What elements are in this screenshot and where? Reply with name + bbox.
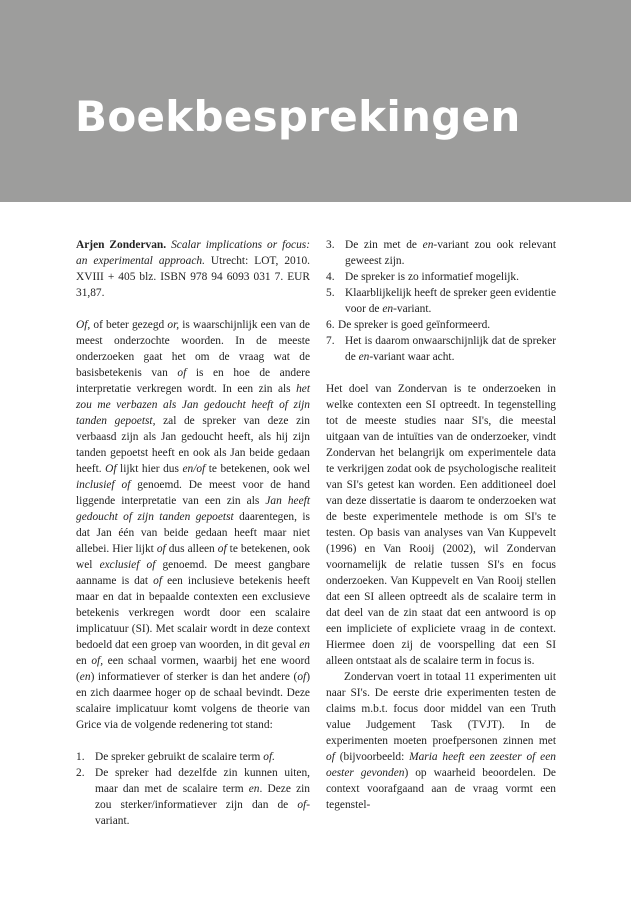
italic-text: Maria heeft een zeester of een oester gevonden bbox=[326, 751, 556, 779]
list-number: 4. bbox=[326, 271, 335, 283]
italic-text: en bbox=[79, 671, 91, 683]
list-number: 2. bbox=[76, 767, 85, 779]
text-run: De spreker gebruikt de scalaire term bbox=[95, 751, 264, 763]
text-run: een schaal vormen, waarbij het ene woord ( bbox=[76, 655, 311, 683]
italic-text: en bbox=[358, 351, 370, 363]
italic-text: of bbox=[156, 543, 166, 555]
italic-text: of bbox=[326, 751, 335, 763]
text-run: De zin met de bbox=[345, 239, 423, 251]
section-banner bbox=[0, 0, 631, 202]
italic-text: of. bbox=[263, 751, 275, 763]
italic-text: en bbox=[422, 239, 434, 251]
text-run: lijkt hier dus bbox=[116, 463, 183, 475]
list-item-text bbox=[345, 239, 556, 267]
citation-author: Arjen Zondervan. bbox=[76, 239, 167, 251]
text-run: Klaarblijkelijk heeft de spreker geen evidentie voor de bbox=[345, 287, 556, 315]
text-run: of beter gezegd bbox=[90, 319, 168, 331]
italic-text: of, bbox=[91, 655, 104, 667]
italic-text: Of bbox=[105, 463, 117, 475]
italic-text: of bbox=[177, 367, 187, 379]
italic-text: en bbox=[248, 783, 260, 795]
list-number: 6. bbox=[326, 319, 335, 331]
list-item bbox=[326, 269, 556, 285]
right-column bbox=[326, 237, 556, 813]
body-paragraph-goal bbox=[326, 381, 556, 669]
italic-text: or, bbox=[167, 319, 180, 331]
text-run: De spreker is goed geïnformeerd. bbox=[338, 319, 491, 331]
text-run: ) op waarheid beoordelen. De context voorafgaand aan de vraag vormt een tegenstel- bbox=[326, 767, 556, 811]
italic-text: en bbox=[382, 303, 394, 315]
text-run: te betekenen, ook wel bbox=[205, 463, 310, 475]
list-item bbox=[326, 285, 556, 317]
list-item-text bbox=[338, 319, 490, 331]
text-run: . Deze zin zou sterker/informatiever zijn dan de bbox=[95, 783, 311, 811]
text-run: te betekenen, ook wel bbox=[76, 543, 311, 571]
list-item bbox=[326, 237, 556, 269]
body-paragraph-experiments bbox=[326, 669, 556, 813]
list-item bbox=[326, 317, 556, 333]
text-run: Zondervan voert in totaal 11 experimenten uit naar SI's. De eerste drie experimenten testen de claims m.b.t. focus door middel van een Truth value Judgement Task (TVJT). In de experimenten moeten proefpersonen zinnen met bbox=[326, 671, 556, 747]
italic-text: het zou me verbazen als Jan gedoucht heeft of zijn tanden gepoetst, bbox=[76, 383, 310, 427]
text-run: Het doel van Zondervan is te onderzoeken in welke contexten een SI optreedt. In tegenstelling tot de meeste studies naar SI's, die meestal uitgaan van de intuïties van de onderzoeker, vindt Zondervan het belangrijk om experimentele data te verkrijgen zodat ook de psychologische realiteit van SI's getest kan worden. Een additioneel doel van deze dissertatie is daarom te onderzoeken wat de beste experimentele methode is om SI's te testen. Op basis van analyses van Van Kuppevelt (1996) en Van Rooij (2002), wil Zondervan voornamelijk de relatie tussen SI's en focus onderzoeken. Van Kuppevelt en Van Rooij stellen dat een SI alleen optreedt als de scalaire term in dat deel van de zin staat dat een antwoord is op een impliciete of expliciete vraag in de context. Hiermee doen zij de voorspelling dat een SI alleen ontstaat als de scalaire term in focus is. bbox=[326, 383, 556, 667]
text-run: is waarschijnlijk een van de meest onderzochte woorden. In de meeste onderzoeken gaat het om de vraag wat de basisbetekenis van bbox=[76, 319, 310, 379]
italic-text: exclusief of bbox=[99, 559, 156, 571]
italic-text: of bbox=[217, 543, 227, 555]
text-run: genoemd. De meest gangbare aanname is dat bbox=[76, 559, 310, 587]
list-number: 7. bbox=[326, 335, 335, 347]
italic-text: of bbox=[153, 575, 163, 587]
reasoning-list-part-2 bbox=[326, 237, 556, 365]
italic-text: en bbox=[299, 639, 310, 651]
text-run: zal de spreker van deze zin verbaasd zijn als Jan gedoucht heeft, als hij zijn tanden gepoetst heeft en ook als Jan beide gedaan heeft. bbox=[76, 415, 310, 475]
italic-text: of bbox=[297, 799, 307, 811]
text-run: genoemd. De meest voor de hand liggende interpretatie van een zin als bbox=[76, 479, 310, 507]
left-column bbox=[76, 237, 310, 829]
italic-text: inclusief of bbox=[76, 479, 131, 491]
list-item bbox=[76, 765, 310, 829]
text-run: ) informatiever of sterker is dan het andere ( bbox=[90, 671, 298, 683]
list-number: 1. bbox=[76, 751, 85, 763]
text-run: is en hoe de andere interpretatie verkregen wordt. In een zin als bbox=[76, 367, 310, 395]
text-run: -variant. bbox=[393, 303, 432, 315]
list-item-text bbox=[95, 767, 310, 827]
text-run: (bijvoorbeeld: bbox=[334, 751, 410, 763]
intro-paragraph bbox=[76, 317, 310, 733]
italic-text: en/of bbox=[182, 463, 206, 475]
italic-text: Of, bbox=[76, 319, 91, 331]
citation-details: Utrecht: LOT, 2010. XVIII + 405 blz. ISBN 978 94 6093 031 7. EUR 31,87. bbox=[76, 255, 310, 299]
text-run: -variant zou ook relevant geweest zijn. bbox=[345, 239, 556, 267]
citation-book-title: Scalar implications or focus: an experimental approach. bbox=[76, 239, 310, 267]
list-item bbox=[76, 749, 310, 765]
list-item-text bbox=[345, 287, 556, 315]
text-run: ) en zich daarmee hoger op de schaal bevindt. Deze scalaire implicatuur komt volgens de theorie van Grice via de volgende redenering tot stand: bbox=[76, 671, 310, 731]
text-run: De spreker is zo informatief mogelijk. bbox=[345, 271, 519, 283]
list-number: 3. bbox=[326, 239, 335, 251]
italic-text: Jan heeft gedoucht of zijn tanden gepoetst bbox=[76, 495, 310, 523]
book-citation bbox=[76, 237, 310, 301]
list-number: 5. bbox=[326, 287, 335, 299]
text-run: daarentegen, is dat Jan één van beide gedaan heeft maar niet allebei. Hier lijkt bbox=[76, 511, 310, 555]
reasoning-list-part-1 bbox=[76, 749, 310, 829]
list-item-text bbox=[345, 271, 519, 283]
list-item-text bbox=[95, 751, 275, 763]
section-title: Boekbesprekingen bbox=[75, 92, 521, 141]
text-run: dus alleen bbox=[165, 543, 218, 555]
text-run: -variant. bbox=[95, 799, 310, 827]
text-run: -variant waar acht. bbox=[369, 351, 455, 363]
list-item bbox=[326, 333, 556, 365]
text-run: De spreker had dezelfde zin kunnen uiten, maar dan met de scalaire term bbox=[95, 767, 310, 795]
text-run: een inclusieve betekenis heeft maar en dat in bepaalde contexten een exclusieve betekenis verkregen wordt door een scalaire implicatuur (SI). Met scalair wordt in deze context bedoeld dat een groep van woorden, in dit geval bbox=[76, 575, 310, 651]
italic-text: of bbox=[297, 671, 307, 683]
text-run: Het is daarom onwaarschijnlijk dat de spreker de bbox=[345, 335, 556, 363]
text-run: en bbox=[76, 655, 92, 667]
list-item-text bbox=[345, 335, 556, 363]
